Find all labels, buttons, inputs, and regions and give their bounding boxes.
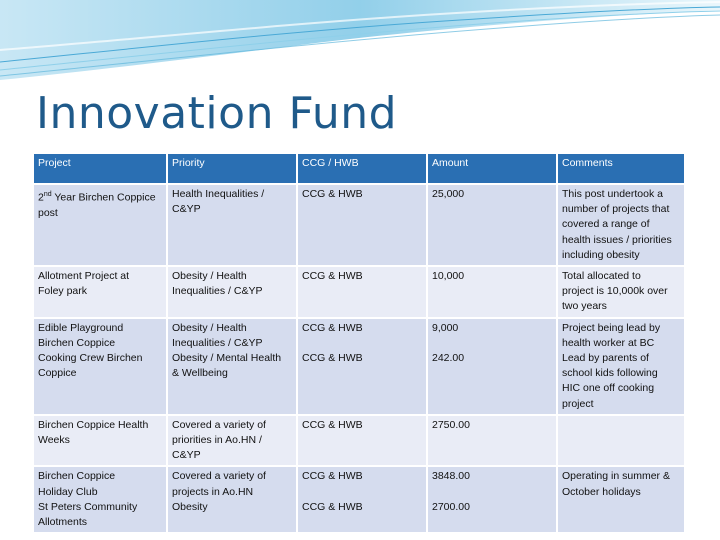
cell-line: Coppice (38, 367, 77, 380)
table-row (33, 184, 685, 266)
cell-line: covered a range of (562, 218, 650, 231)
cell-line (302, 485, 422, 500)
cell-line: St Peters Community (38, 500, 138, 513)
cell-line: CCG & HWB (302, 188, 363, 200)
cell-priority (167, 466, 297, 533)
cell-line: Total allocated to (562, 270, 641, 283)
cell-line: health worker at BC (562, 336, 655, 349)
cell-line: C&YP (172, 449, 201, 462)
cell-line: CCG & HWB (302, 270, 363, 283)
cell-line: Project being lead by (562, 321, 661, 334)
table-header-row (33, 153, 685, 184)
cell-line: 25,000 (432, 188, 465, 200)
page-title: Innovation Fund (36, 88, 398, 139)
cell-comments (557, 415, 685, 467)
cell-line: CCG & HWB (302, 470, 363, 483)
cell-comments (557, 184, 685, 266)
cell-comments (557, 466, 685, 533)
cell-line: CCG & HWB (302, 500, 363, 513)
cell-line: & Wellbeing (172, 367, 228, 380)
cell-line: 9,000 (432, 321, 459, 334)
cell-priority (167, 318, 297, 415)
cell-line: two years (562, 300, 607, 313)
cell-priority (167, 415, 297, 467)
cell-line (302, 336, 422, 351)
cell-line: project (562, 397, 594, 410)
cell-line: Birchen Coppice (38, 336, 116, 349)
cell-comments (557, 266, 685, 318)
table-row (33, 415, 685, 467)
cell-line: Foley park (38, 285, 88, 298)
cell-ccg-hwb (297, 415, 427, 467)
cell-amount (427, 466, 557, 533)
cell-line: projects in Ao.HN (172, 485, 254, 498)
cell-project (33, 466, 167, 533)
cell-priority (167, 184, 297, 266)
cell-line: Allotment Project at (38, 270, 130, 283)
cell-project (33, 318, 167, 415)
cell-line: Obesity / Health (172, 270, 247, 283)
cell-line (432, 336, 552, 351)
cell-amount (427, 266, 557, 318)
cell-line: post (38, 206, 58, 219)
table-row (33, 266, 685, 318)
header-swoosh-decoration (0, 0, 720, 95)
cell-line: Cooking Crew Birchen (38, 352, 143, 365)
cell-amount (427, 415, 557, 467)
cell-line: Covered a variety of (172, 418, 266, 431)
cell-project (33, 415, 167, 467)
cell-line: Obesity / Health (172, 321, 247, 334)
cell-priority (167, 266, 297, 318)
cell-line: Birchen Coppice (38, 470, 116, 483)
cell-line: 2nd Year Birchen Coppice (38, 191, 156, 204)
cell-line: HIC one off cooking (562, 382, 655, 395)
cell-line: CCG & HWB (302, 418, 363, 431)
cell-line: Birchen Coppice Health (38, 418, 149, 431)
cell-line: Inequalities / C&YP (172, 336, 263, 349)
cell-line: number of projects that (562, 203, 670, 216)
cell-line: 3848.00 (432, 470, 470, 483)
cell-line: including obesity (562, 248, 640, 261)
column-header-amount: Amount (427, 153, 557, 184)
cell-line: CCG & HWB (302, 321, 363, 334)
cell-ccg-hwb (297, 318, 427, 415)
cell-line: Obesity (172, 500, 208, 513)
cell-ccg-hwb (297, 266, 427, 318)
cell-line: 242.00 (432, 352, 465, 365)
cell-line: school kids following (562, 367, 658, 380)
cell-line: 2700.00 (432, 500, 470, 513)
table-row (33, 466, 685, 533)
cell-comments (557, 318, 685, 415)
cell-line: C&YP (172, 203, 201, 216)
cell-line: priorities in Ao.HN / (172, 434, 262, 447)
cell-line (432, 485, 552, 500)
cell-line: Inequalities / C&YP (172, 285, 263, 298)
cell-line: CCG & HWB (302, 352, 363, 365)
cell-project (33, 266, 167, 318)
cell-line: project is 10,000k over (562, 285, 668, 298)
cell-line: This post undertook a (562, 188, 663, 200)
cell-line: Allotments (38, 516, 88, 529)
innovation-fund-table (32, 152, 686, 534)
cell-project (33, 184, 167, 266)
cell-line: Health Inequalities / (172, 188, 265, 200)
column-header-project: Project (33, 153, 167, 184)
cell-line: Holiday Club (38, 485, 98, 498)
cell-line: Obesity / Mental Health (172, 352, 282, 365)
cell-line: Weeks (38, 434, 70, 447)
cell-ccg-hwb (297, 184, 427, 266)
cell-line: Edible Playground (38, 321, 124, 334)
cell-line: 2750.00 (432, 418, 470, 431)
cell-line: 10,000 (432, 270, 465, 283)
cell-line: Lead by parents of (562, 352, 649, 365)
column-header-ccg-hwb: CCG / HWB (297, 153, 427, 184)
cell-amount (427, 318, 557, 415)
cell-line: Operating in summer & (562, 470, 670, 483)
cell-line: Covered a variety of (172, 470, 266, 483)
cell-line: October holidays (562, 485, 641, 498)
cell-ccg-hwb (297, 466, 427, 533)
table-row (33, 318, 685, 415)
column-header-comments: Comments (557, 153, 685, 184)
cell-amount (427, 184, 557, 266)
column-header-priority: Priority (167, 153, 297, 184)
cell-line: health issues / priorities (562, 233, 672, 246)
